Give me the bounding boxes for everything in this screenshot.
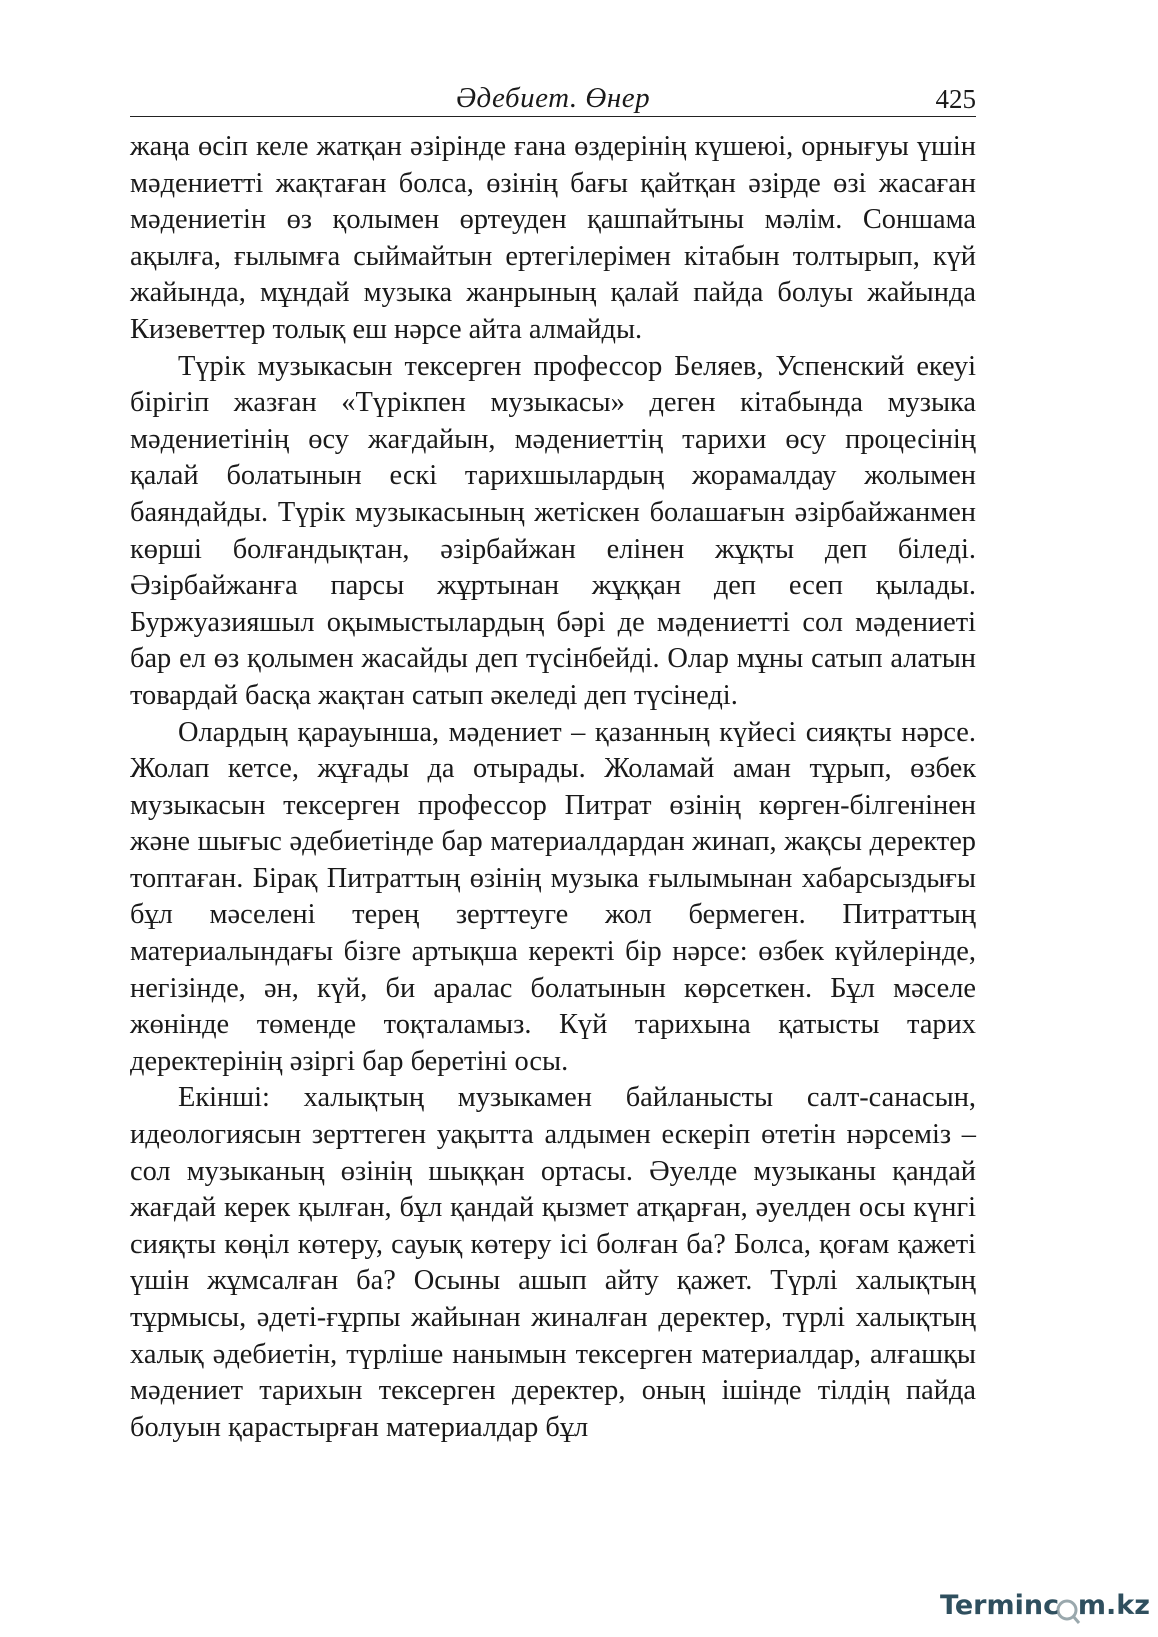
running-title: Әдебиет. Өнер xyxy=(455,82,651,114)
paragraph-2: Түрік музыкасын тексерген профессор Беляев, Успенский екеуі бірігіп жазған «Түрікпен музыкасы» деген кітабында музыка мәдениетінің өсу жағдайын, мәдениеттің тарихи өсу процесінің қалай болатынын ескі тарихшылардың жорамалдау жолымен баяндайды. Түрік музыкасының жетіскен болашағын әзірбайжанмен көрші болғандықтан, әзірбайжан елінен жұқты деп біледі. Әзірбайжанға парсы жұртынан жұққан деп есеп қылады. Буржуазияшыл оқымыстылардың бәрі де мәдениетті сол мәдениеті бар ел өз қолымен жасайды деп түсінбейді. Олар мұны сатып алатын товардай басқа жақтан сатып әкеледі деп түсінеді. xyxy=(130,350,976,711)
site-watermark xyxy=(940,1588,1150,1628)
paragraph-4: Екінші: халықтың музыкамен байланысты салт-санасын, идеологиясын зерттеген уақытта алдымен ескеріп өтетін нәрсеміз – сол музыканың өзінің шыққан ортасы. Әуелде музыканы қандай жағдай керек қылған, бұл қандай қызмет атқарған, әуелден осы күнгі сияқты көңіл көтеру, сауық көтеру ісі болған ба? Болса, қоғам қажеті үшін жұмсалған ба? Осыны ашып айту қажет. Түрлі халықтың тұрмысы, әдеті-ғұрпы жайынан жиналған деректер, түрлі халықтың халық әдебиетін, түрліше нанымын тексерген материалдар, алғашқы мәдениет тарихын тексерген деректер, оның ішінде тілдің пайда болуын қарастырған материалдар бұл xyxy=(130,1082,976,1443)
page-body xyxy=(130,129,976,1446)
page-number: 425 xyxy=(935,84,976,114)
paragraph-3: Олардың қарауынша, мәдениет – қазанның күйесі сияқты нәрсе. Жолап кетсе, жұғады да отырады. Жоламай аман тұрып, өзбек музыкасын тексерген профессор Питрат өзінің көрген-білгенінен және шығыс әдебиетінде бар материалдардан жинап, жақсы деректер топтаған. Бірақ Питраттың өзінің музыка ғылымынан хабарсыздығы бұл мәселені терең зерттеуге жол бермеген. Питраттың материалындағы бізге артықша керекті бір нәрсе: өзбек күйлерінде, негізінде, ән, күй, би аралас болатынын көрсеткен. Бұл мәселе жөнінде төменде тоқталамыз. Күй тарихына қатысты тарих деректерінің әзіргі бар беретіні осы. xyxy=(130,716,976,1077)
document-page xyxy=(130,80,976,1446)
page-header xyxy=(130,80,976,117)
paragraph-1: жаңа өсіп келе жатқан әзірінде ғана өздерінің күшеюі, орнығуы үшін мәдениетті жақтаған болса, өзінің бағы қайтқан әзірде өзі жасаған мәдениетін өз қолымен өртеуден қашпайтыны мәлім. Соншама ақылға, ғылымға сыймайтын ертегілерімен кітабын толтырып, күй жайында, мұндай музыка жанрының қалай пайда болуы жайында Кизеветтер толық еш нәрсе айта алмайды. xyxy=(130,131,976,345)
watermark-text: Terminc m.kz xyxy=(940,1590,1150,1621)
